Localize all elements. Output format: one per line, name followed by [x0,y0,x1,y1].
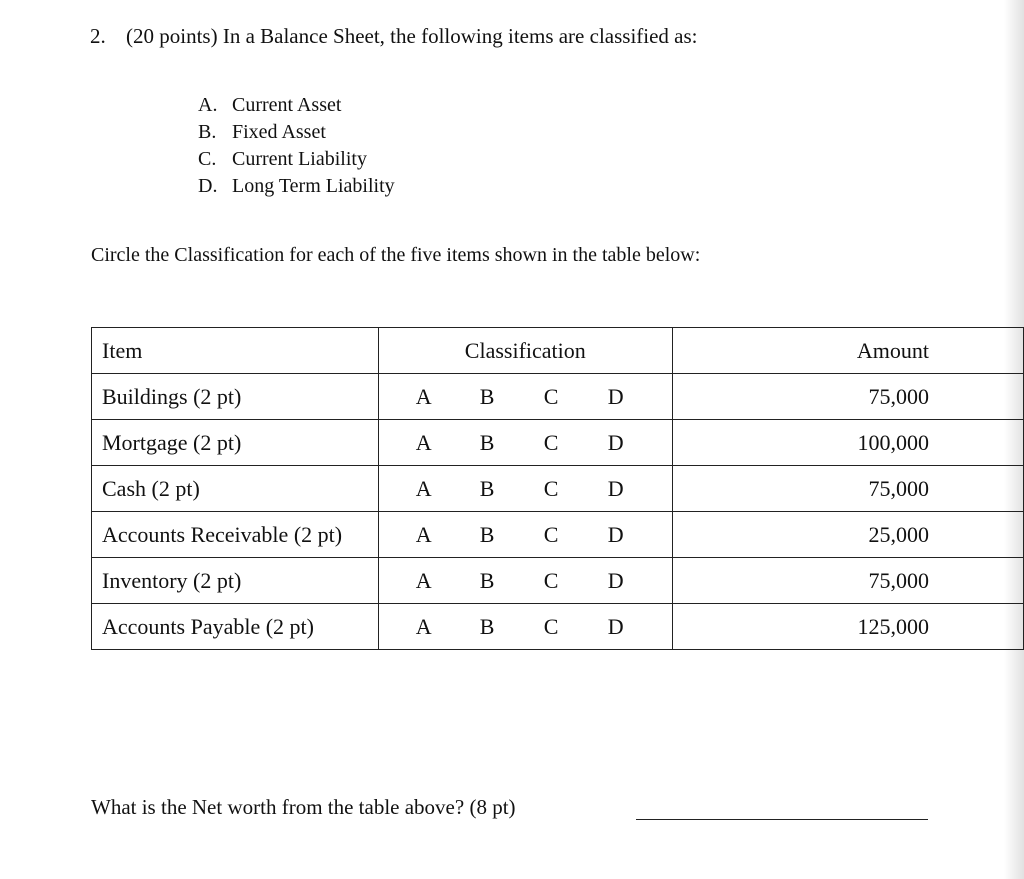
table-row [92,374,1024,420]
choice-b[interactable]: B [479,475,495,501]
item-amount: 75,000 [672,466,1023,512]
choice-a[interactable]: A [415,475,432,501]
table-row [92,558,1024,604]
table-row [92,466,1024,512]
choice-d[interactable]: D [607,429,624,455]
choice-b[interactable]: B [479,429,495,455]
choice-a[interactable]: A [415,429,432,455]
choice-b[interactable]: B [479,567,495,593]
classification-choices [378,466,672,512]
instruction-text: Circle the Classification for each of the five items shown in the table below: [91,244,701,266]
classification-choices [378,420,672,466]
classification-options-list [198,92,395,200]
classification-choices [378,512,672,558]
option-letter: B. [198,121,217,143]
choice-c[interactable]: C [543,567,559,593]
item-name: Buildings (2 pt) [92,374,379,420]
option-item [198,173,395,200]
choice-b[interactable]: B [479,613,495,639]
classification-table [91,327,1024,650]
option-label: Current Liability [232,148,367,170]
choice-d[interactable]: D [607,613,624,639]
option-item [198,119,395,146]
question-text: (20 points) In a Balance Sheet, the following items are classified as: [126,24,698,48]
option-label: Current Asset [232,94,342,116]
classification-choices [378,558,672,604]
option-letter: D. [198,175,218,197]
choice-b[interactable]: B [479,521,495,547]
item-name: Mortgage (2 pt) [92,420,379,466]
header-amount: Amount [672,328,1023,374]
item-name: Inventory (2 pt) [92,558,379,604]
choice-c[interactable]: C [543,475,559,501]
item-amount: 75,000 [672,558,1023,604]
header-item: Item [92,328,379,374]
question-heading [90,24,698,49]
choice-d[interactable]: D [607,521,624,547]
item-amount: 25,000 [672,512,1023,558]
table-row [92,512,1024,558]
option-item [198,92,395,119]
option-letter: A. [198,94,218,116]
item-amount: 125,000 [672,604,1023,650]
choice-a[interactable]: A [415,383,432,409]
choice-d[interactable]: D [607,567,624,593]
option-item [198,146,395,173]
choice-a[interactable]: A [415,567,432,593]
item-amount: 100,000 [672,420,1023,466]
question-number: 2. [90,24,106,48]
classification-choices [378,374,672,420]
net-worth-question: What is the Net worth from the table above? (8 pt) [91,795,516,819]
choice-d[interactable]: D [607,383,624,409]
choice-c[interactable]: C [543,429,559,455]
choice-d[interactable]: D [607,475,624,501]
table-row [92,420,1024,466]
choice-c[interactable]: C [543,613,559,639]
net-worth-answer-line[interactable] [636,819,928,820]
option-label: Long Term Liability [232,175,395,197]
item-name: Accounts Payable (2 pt) [92,604,379,650]
item-name: Cash (2 pt) [92,466,379,512]
option-letter: C. [198,148,217,170]
choice-a[interactable]: A [415,521,432,547]
table-row [92,604,1024,650]
item-name: Accounts Receivable (2 pt) [92,512,379,558]
choice-a[interactable]: A [415,613,432,639]
option-label: Fixed Asset [232,121,326,143]
table-header-row [92,328,1024,374]
choice-b[interactable]: B [479,383,495,409]
choice-c[interactable]: C [543,521,559,547]
item-amount: 75,000 [672,374,1023,420]
classification-choices [378,604,672,650]
choice-c[interactable]: C [543,383,559,409]
header-classification: Classification [378,328,672,374]
